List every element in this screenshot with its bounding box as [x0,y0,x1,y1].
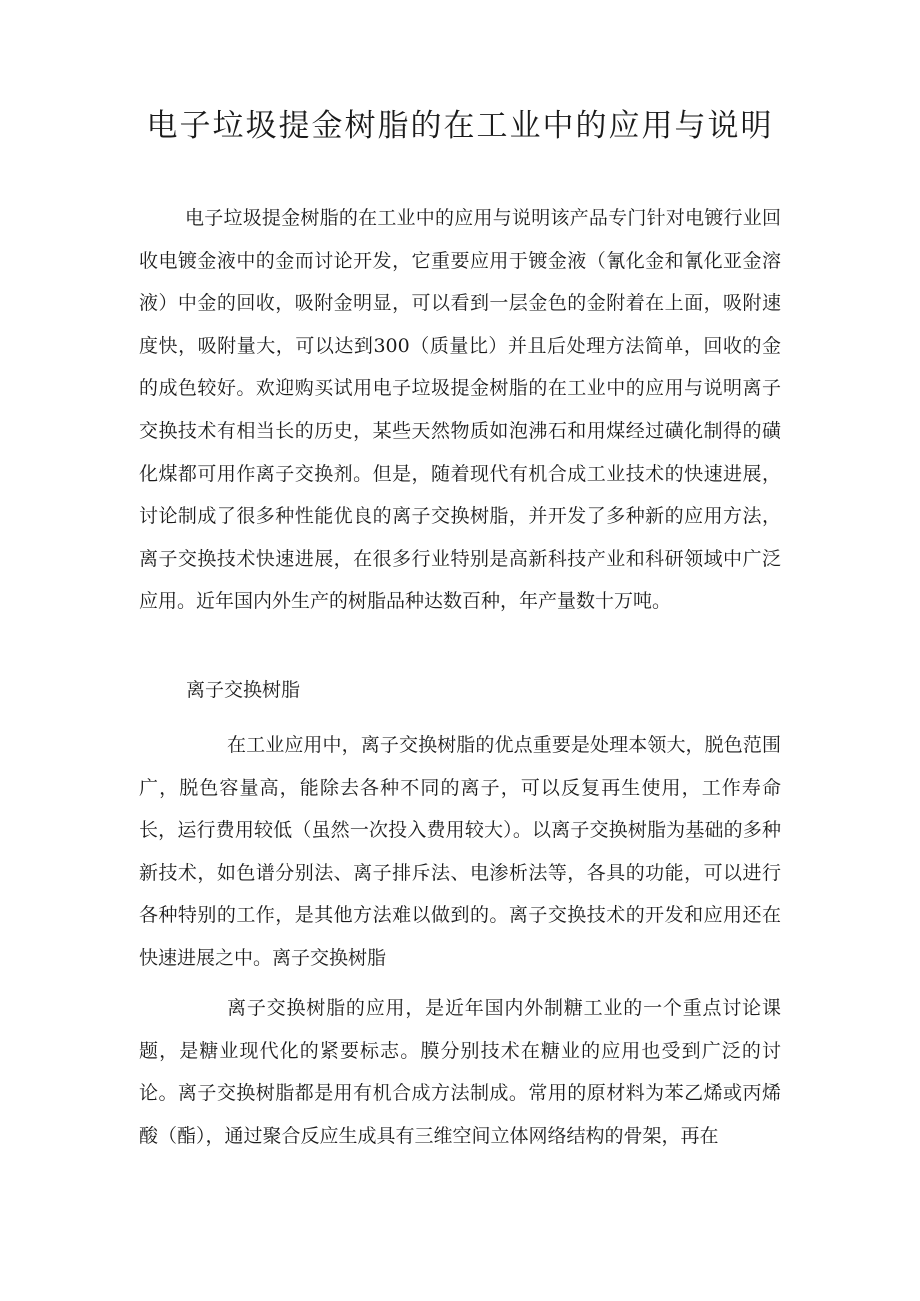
paragraph-industrial-use: 在工业应用中，离子交换树脂的优点重要是处理本领大，脱色范围广，脱色容量高，能除去各种不同的离子，可以反复再生使用，工作寿命长，运行费用较低（虽然一次投入费用较大）。以离子交换树脂为基础的多种新技术，如色谱分别法、离子排斥法、电渗析法等，各具的功能，可以进行各种特别的工作，是其他方法难以做到的。离子交换技术的开发和应用还在快速进展之中。离子交换树脂 [139,734,781,969]
document-title: 电子垃圾提金树脂的在工业中的应用与说明 [146,108,774,144]
section-heading: 离子交换树脂 [186,679,301,701]
paragraph-sugar-industry: 离子交换树脂的应用，是近年国内外制糖工业的一个重点讨论课题，是糖业现代化的紧要标志。膜分别技术在糖业的应用也受到广泛的讨论。离子交换树脂都是用有机合成方法制成。常用的原材料为苯乙烯或丙烯酸（酯），通过聚合反应生成具有三维空间立体网络结构的骨架，再在 [139,997,781,1147]
paragraph-intro: 电子垃圾提金树脂的在工业中的应用与说明该产品专门针对电镀行业回收电镀金液中的金而讨论开发，它重要应用于镀金液（氰化金和氰化亚金溶液）中金的回收，吸附金明显，可以看到一层金色的金附着在上面，吸附速度快，吸附量大，可以达到300（质量比）并且后处理方法简单，回收的金的成色较好。欢迎购买试用电子垃圾提金树脂的在工业中的应用与说明离子交换技术有相当长的历史，某些天然物质如泡沸石和用煤经过磺化制得的磺化煤都可用作离子交换剂。但是，随着现代有机合成工业技术的快速进展，讨论制成了很多种性能优良的离子交换树脂，并开发了多种新的应用方法，离子交换技术快速进展，在很多行业特别是高新科技产业和科研领域中广泛应用。近年国内外生产的树脂品种达数百种，年产量数十万吨。 [139,207,781,613]
